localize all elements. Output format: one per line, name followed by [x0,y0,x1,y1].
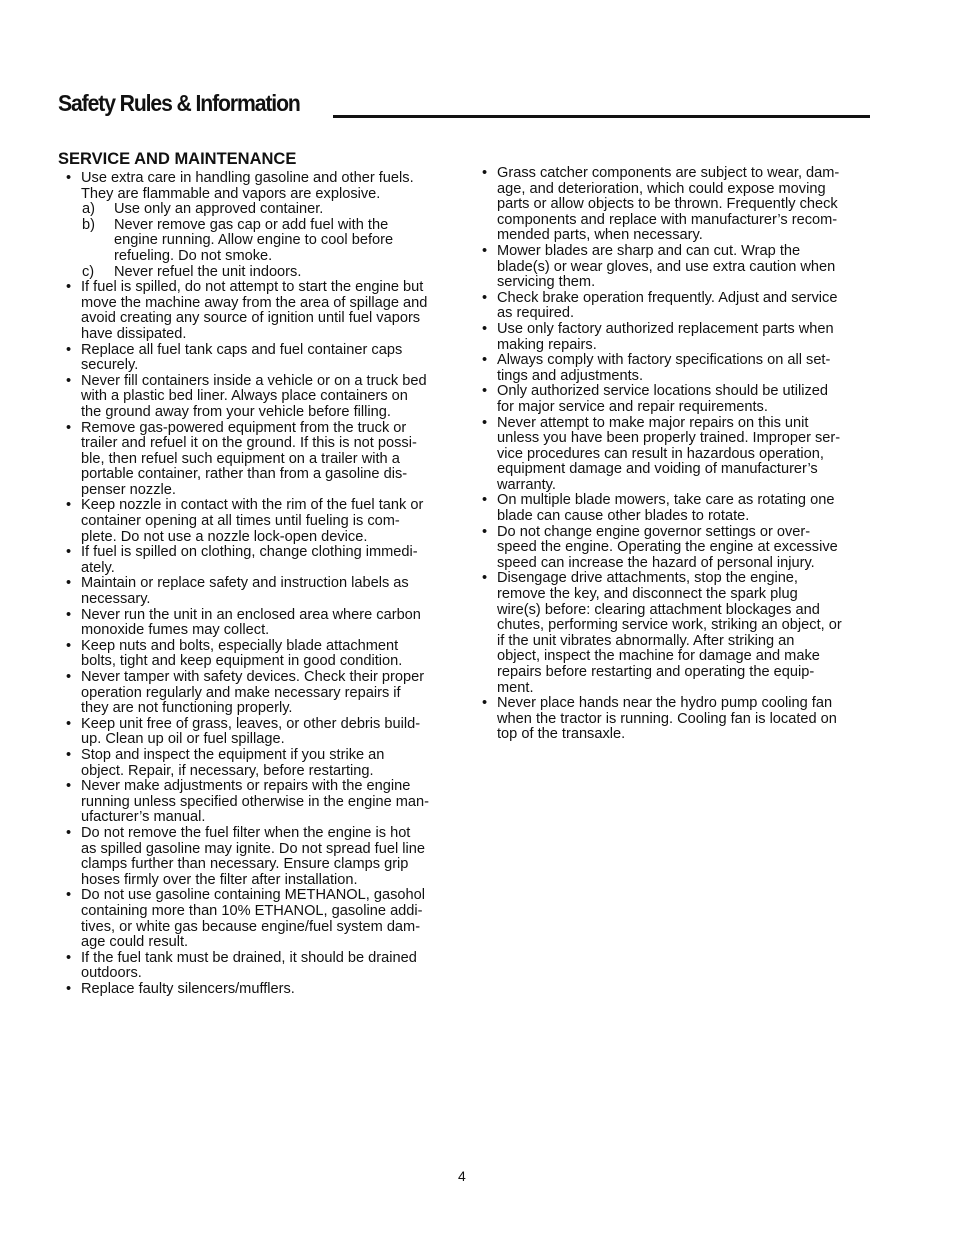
bullet-text-line: running unless specified otherwise in the engine man- [81,793,430,810]
sub-item [66,218,458,265]
bullet-text-line: hoses firmly over the filter after installation. [81,871,358,888]
bullet-text-line: Remove gas-powered equipment from the truck or [81,419,407,436]
bullet-text-line: vice procedures can result in hazardous operation, [497,445,824,462]
bullet-icon: • [482,352,488,369]
bullet-item [66,982,458,998]
bullet-item [66,717,458,748]
bullet-icon: • [66,341,72,358]
bullet-icon: • [482,289,488,306]
bullet-icon: • [66,746,72,763]
bullet-item [66,608,458,639]
bullet-icon: • [66,419,72,436]
bullet-text-line: If fuel is spilled on clothing, change clothing immedi- [81,544,418,561]
bullet-text-line: ment. [497,679,534,696]
bullet-text-line: top of the transaxle. [497,726,626,743]
bullet-text-line: Grass catcher components are subject to wear, dam- [497,165,840,181]
bullet-text-line: Disengage drive attachments, stop the engine, [497,570,798,587]
bullet-text-line: Never tamper with safety devices. Check their proper [81,669,425,685]
bullet-icon: • [66,669,72,685]
bullet-icon: • [66,279,72,296]
bullet-text-line: container opening at all times until fueling is com- [81,513,400,530]
bullet-text-line: trailer and refuel it on the ground. If this is not possi- [81,435,417,452]
bullet-item [66,545,458,576]
bullet-text-line: monoxide fumes may collect. [81,622,270,639]
bullet-icon: • [482,695,488,712]
bullet-text-line: Do not remove the fuel filter when the engine is hot [81,824,411,841]
bullet-icon: • [66,575,72,592]
bullet-text-line: blade(s) or wear gloves, and use extra caution when [497,258,836,275]
bullet-item [482,322,870,353]
bullet-text-line: remove the key, and disconnect the spark plug [497,586,798,603]
bullet-text-line: wire(s) before: clearing attachment blockages and [497,601,820,618]
bullet-text-line: age could result. [81,934,189,951]
sub-item-text-line: Never remove gas cap or add fuel with the [114,216,389,233]
bullet-text-line: with a plastic bed liner. Always place containers on [81,388,408,405]
bullet-item [482,244,870,291]
bullet-text-line: chutes, performing service work, striking an object, or [497,617,842,634]
bullet-text-line: They are flammable and vapors are explosive. [81,185,381,202]
bullet-item [482,571,870,696]
bullet-icon: • [66,949,72,966]
page-number: 4 [458,1168,466,1184]
bullet-icon: • [66,980,72,997]
bullet-text-line: if the unit vibrates abnormally. After striking an [497,632,795,649]
bullet-text-line: Use extra care in handling gasoline and other fuels. [81,170,414,186]
bullet-item [66,374,458,421]
bullet-text-line: Always comply with factory specifications on all set- [497,352,831,369]
bullet-icon: • [482,242,488,259]
bullet-text-line: Keep unit free of grass, leaves, or other debris build- [81,715,421,732]
bullet-text-line: parts or allow objects to be thrown. Frequently check [497,196,838,213]
bullet-text-line: repairs before restarting and operating the equip- [497,664,815,680]
bullet-text-line: clamps further than necessary. Ensure clamps grip [81,856,409,873]
bullet-text-line: necessary. [81,591,151,608]
bullet-text-line: tings and adjustments. [497,367,644,384]
bullet-item [66,639,458,670]
bullet-icon: • [66,887,72,904]
bullet-item [66,888,458,950]
right-column [482,166,870,743]
bullet-text-line: blade can cause other blades to rotate. [497,508,750,525]
bullet-text-line: Never attempt to make major repairs on this unit [497,414,809,431]
bullet-text-line: ately. [81,559,115,576]
bullet-text-line: object, inspect the machine for damage and make [497,648,820,665]
bullet-item [66,498,458,545]
bullet-item [482,166,870,244]
bullet-text-line: plete. Do not use a nozzle lock-open device. [81,528,368,545]
bullet-icon: • [66,497,72,514]
sub-item-text-line: Never refuel the unit indoors. [114,263,302,280]
bullet-text-line: object. Repair, if necessary, before restarting. [81,762,374,779]
bullet-text-line: Never fill containers inside a vehicle or on a truck bed [81,372,427,389]
bullet-text-line: If fuel is spilled, do not attempt to start the engine but [81,279,424,296]
bullet-icon: • [66,170,72,186]
bullet-icon: • [482,320,488,337]
bullet-item [66,779,458,826]
bullet-item [66,670,458,717]
bullet-icon: • [482,492,488,509]
bullet-item [482,525,870,572]
bullet-item [482,353,870,384]
bullet-text-line: bolts, tight and keep equipment in good condition. [81,653,403,670]
bullet-text-line: the ground away from your vehicle before filling. [81,403,391,420]
sub-item-text-line: refueling. Do not smoke. [114,247,273,264]
bullet-icon: • [66,637,72,654]
bullet-text-line: Replace all fuel tank caps and fuel container caps [81,341,403,358]
bullet-text-line: speed can increase the hazard of personal injury. [497,554,815,571]
bullet-text-line: making repairs. [497,336,597,353]
bullet-text-line: servicing them. [497,274,596,291]
bullet-text-line: On multiple blade mowers, take care as rotating one [497,492,835,509]
bullet-text-line: Keep nuts and bolts, especially blade attachment [81,637,399,654]
bullet-text-line: Never run the unit in an enclosed area where carbon [81,606,421,623]
bullet-text-line: penser nozzle. [81,481,176,498]
bullet-text-line: Replace faulty silencers/mufflers. [81,980,295,997]
bullet-text-line: Never make adjustments or repairs with the engine [81,778,411,795]
bullet-item [66,951,458,982]
bullet-text-line: as required. [497,305,575,322]
sub-item [66,202,458,218]
bullet-item [66,343,458,374]
page-title: Safety Rules & Information [58,90,300,116]
bullet-icon: • [482,570,488,587]
bullet-item [66,748,458,779]
title-rule [333,115,870,118]
bullet-text-line: Do not change engine governor settings or over- [497,523,811,540]
bullet-text-line: ble, then refuel such equipment on a trailer with a [81,450,400,467]
bullet-text-line: securely. [81,357,139,374]
sub-item [66,265,458,281]
bullet-item [482,696,870,743]
bullet-text-line: Never place hands near the hydro pump cooling fan [497,695,833,712]
bullet-icon: • [482,523,488,540]
bullet-item [66,421,458,499]
bullet-text-line: age, and deterioration, which could expose moving [497,180,826,197]
bullet-text-line: warranty. [497,476,556,493]
bullet-icon: • [66,715,72,732]
bullet-icon: • [66,824,72,841]
section-heading: SERVICE AND MAINTENANCE [58,150,297,168]
sub-item-marker: b) [82,216,95,233]
bullet-text-line: as spilled gasoline may ignite. Do not spread fuel line [81,840,425,857]
bullet-item [66,171,458,202]
bullet-text-line: when the tractor is running. Cooling fan is located on [497,710,837,727]
bullet-icon: • [66,606,72,623]
bullet-text-line: up. Clean up oil or fuel spillage. [81,731,285,748]
bullet-text-line: containing more than 10% ETHANOL, gasoline addi- [81,902,423,919]
sub-item-text-line: engine running. Allow engine to cool before [114,232,394,249]
bullet-item [66,826,458,888]
bullet-text-line: operation regularly and make necessary repairs if [81,684,401,701]
bullet-text-line: unless you have been properly trained. Improper ser- [497,430,841,447]
bullet-text-line: Stop and inspect the equipment if you strike an [81,746,385,763]
bullet-text-line: Check brake operation frequently. Adjust and service [497,289,838,306]
sub-item-marker: c) [82,263,95,280]
bullet-item [482,416,870,494]
bullet-text-line: have dissipated. [81,325,187,342]
bullet-text-line: Maintain or replace safety and instruction labels as [81,575,409,592]
bullet-text-line: Use only factory authorized replacement parts when [497,320,834,337]
bullet-text-line: speed the engine. Operating the engine at excessive [497,539,838,556]
bullet-text-line: mended parts, when necessary. [497,227,703,244]
sub-item-marker: a) [82,201,95,218]
bullet-icon: • [66,544,72,561]
bullet-text-line: Only authorized service locations should be utilized [497,383,828,400]
bullet-text-line: portable container, rather than from a gasoline dis- [81,466,408,483]
bullet-item [482,291,870,322]
bullet-text-line: for major service and repair requirements. [497,398,768,415]
bullet-icon: • [482,383,488,400]
bullet-item [66,280,458,342]
bullet-text-line: they are not functioning properly. [81,700,293,717]
bullet-icon: • [482,165,488,181]
bullet-text-line: Keep nozzle in contact with the rim of the fuel tank or [81,497,424,514]
bullet-icon: • [482,414,488,431]
left-column [66,171,458,997]
bullet-text-line: ufacturer’s manual. [81,809,206,826]
bullet-text-line: Do not use gasoline containing METHANOL, gasohol [81,887,425,904]
bullet-item [482,493,870,524]
bullet-item [482,384,870,415]
bullet-text-line: components and replace with manufacturer’s recom- [497,211,838,228]
bullet-item [66,576,458,607]
bullet-text-line: equipment damage and voiding of manufacturer’s [497,461,818,478]
bullet-icon: • [66,778,72,795]
bullet-text-line: move the machine away from the area of spillage and [81,294,428,311]
bullet-text-line: tives, or white gas because engine/fuel system dam- [81,918,421,935]
bullet-text-line: avoid creating any source of ignition until fuel vapors [81,310,421,327]
sub-item-text-line: Use only an approved container. [114,201,324,218]
bullet-icon: • [66,372,72,389]
bullet-text-line: Mower blades are sharp and can cut. Wrap the [497,242,801,259]
bullet-text-line: If the fuel tank must be drained, it should be drained [81,949,417,966]
bullet-text-line: outdoors. [81,965,142,982]
